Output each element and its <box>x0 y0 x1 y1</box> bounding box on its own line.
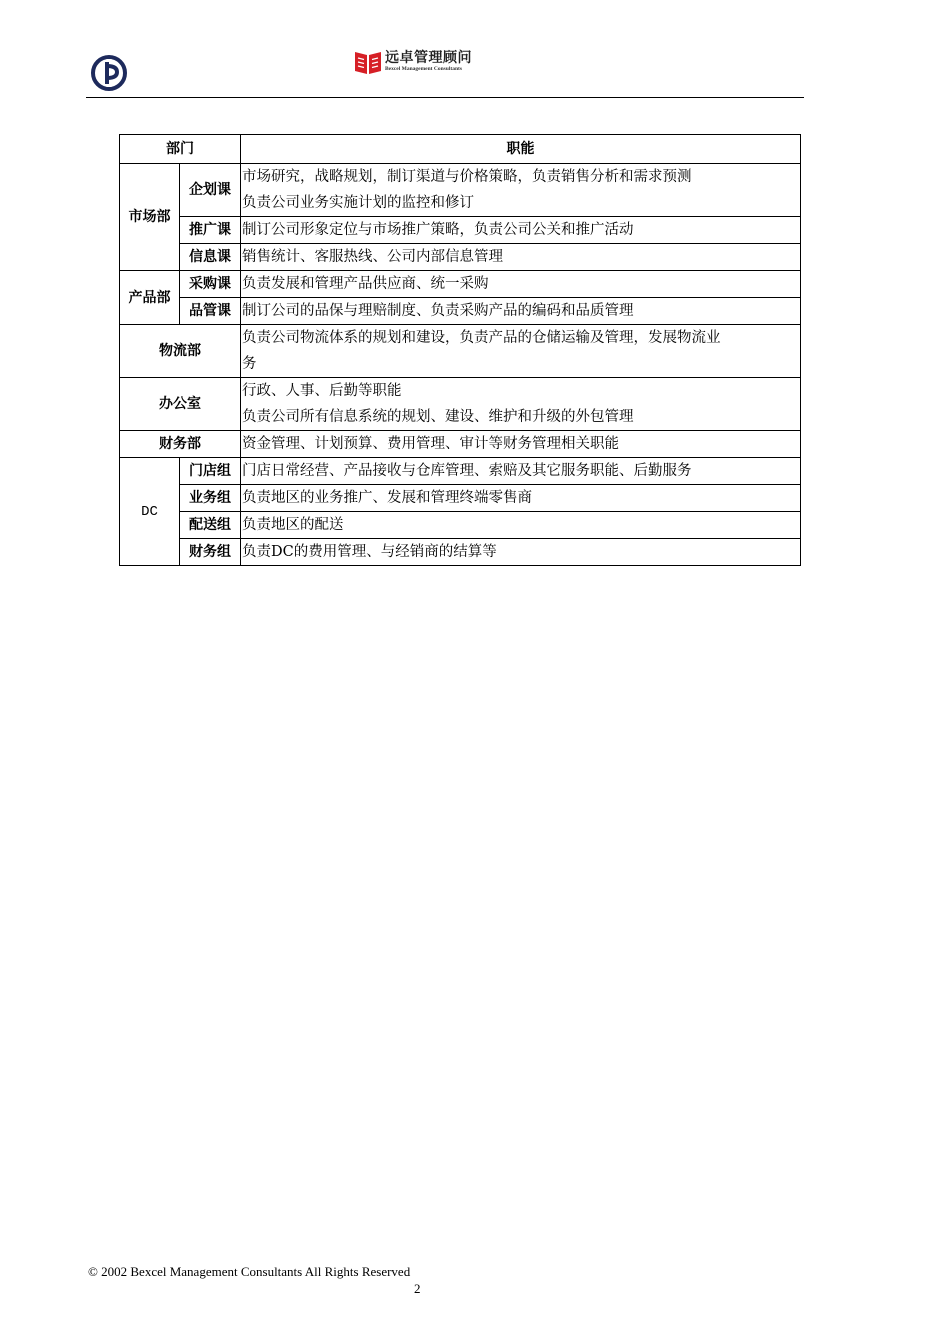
function-cell <box>241 271 801 298</box>
dept-cell: 市场部 <box>120 164 180 271</box>
dept-cell: 办公室 <box>120 378 241 431</box>
function-line: 门店日常经营、产品接收与仓库管理、索赔及其它服务职能、后勤服务 <box>242 463 692 479</box>
table-row <box>120 164 801 217</box>
function-line: 负责发展和管理产品供应商、统一采购 <box>242 276 489 292</box>
header-dept: 部门 <box>120 135 241 164</box>
brand-name-cn: 远卓管理顾问 <box>385 50 472 67</box>
dept-cell: 产品部 <box>120 271 180 325</box>
table-row <box>120 378 801 431</box>
dept-cell: 物流部 <box>120 325 241 378</box>
function-line: 务 <box>242 356 257 372</box>
function-line: 市场研究，战略规划，制订渠道与价格策略，负责销售分析和需求预测 <box>242 169 692 185</box>
sub-dept-cell: 品管课 <box>180 298 241 325</box>
function-cell <box>241 431 801 458</box>
footer-copyright: © 2002 Bexcel Management Consultants All Rights Reserved <box>88 1264 411 1279</box>
function-cell <box>241 298 801 325</box>
function-line: 负责公司物流体系的规划和建设，负责产品的仓储运输及管理，发展物流业 <box>242 330 721 346</box>
function-cell <box>241 378 801 431</box>
table-row <box>120 431 801 458</box>
table-row <box>120 325 801 378</box>
brand-logo <box>354 48 472 76</box>
function-cell <box>241 512 801 539</box>
function-line: 负责公司业务实施计划的监控和修订 <box>242 195 474 211</box>
table-row <box>120 458 801 485</box>
header-function: 职能 <box>241 135 801 164</box>
table-row <box>120 271 801 298</box>
sub-dept-cell: 企划课 <box>180 164 241 217</box>
dept-cell: DC <box>120 458 180 566</box>
sub-dept-cell: 信息课 <box>180 244 241 271</box>
function-cell <box>241 539 801 566</box>
sub-dept-cell: 推广课 <box>180 217 241 244</box>
bexcel-circle-logo-icon <box>90 54 128 92</box>
table-row <box>120 298 801 325</box>
brand-name-en: Bexcel Management Consultants <box>385 66 462 73</box>
function-cell <box>241 244 801 271</box>
function-line: 负责公司所有信息系统的规划、建设、维护和升级的外包管理 <box>242 409 634 425</box>
table-row <box>120 539 801 566</box>
function-line: 制订公司的品保与理赔制度、负责采购产品的编码和品质管理 <box>242 303 634 319</box>
sub-dept-cell: 配送组 <box>180 512 241 539</box>
function-line: 负责地区的配送 <box>242 517 344 533</box>
department-function-table <box>119 134 801 566</box>
sub-dept-cell: 财务组 <box>180 539 241 566</box>
sub-dept-cell: 门店组 <box>180 458 241 485</box>
table-row <box>120 512 801 539</box>
function-cell <box>241 458 801 485</box>
function-line: 负责地区的业务推广、发展和管理终端零售商 <box>242 490 532 506</box>
function-line: 负责DC的费用管理、与经销商的结算等 <box>242 544 497 560</box>
function-line: 销售统计、客服热线、公司内部信息管理 <box>242 249 503 265</box>
function-cell <box>241 485 801 512</box>
table-row <box>120 244 801 271</box>
sub-dept-cell: 业务组 <box>180 485 241 512</box>
sub-dept-cell: 采购课 <box>180 271 241 298</box>
table-header-row <box>120 135 801 164</box>
function-cell <box>241 217 801 244</box>
function-line: 资金管理、计划预算、费用管理、审计等财务管理相关职能 <box>242 436 619 452</box>
dept-cell: 财务部 <box>120 431 241 458</box>
page-number: 2 <box>414 1281 421 1296</box>
function-cell <box>241 164 801 217</box>
header-rule <box>86 97 804 98</box>
function-line: 制订公司形象定位与市场推广策略，负责公司公关和推广活动 <box>242 222 634 238</box>
table-row <box>120 217 801 244</box>
function-line: 行政、人事、后勤等职能 <box>242 383 402 399</box>
book-brand-mark-icon <box>354 49 382 75</box>
table-row <box>120 485 801 512</box>
function-cell <box>241 325 801 378</box>
